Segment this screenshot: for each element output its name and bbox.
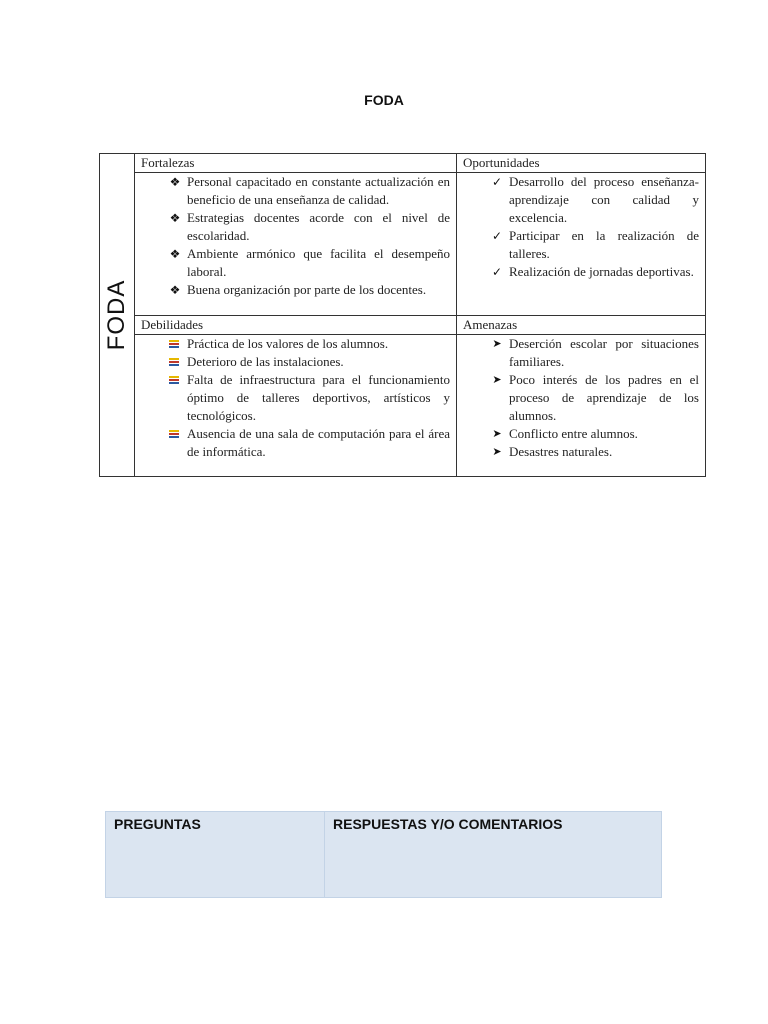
oportunidades-list [457,173,705,281]
preguntas-header: PREGUNTAS [106,812,325,898]
book-bullet-icon [169,430,179,438]
oportunidades-cell [457,173,706,316]
debilidades-cell [135,334,457,477]
list-item: ➤ Conflicto entre alumnos. [487,425,699,443]
arrow-bullet-icon: ➤ [492,337,502,350]
amenazas-list [457,335,705,461]
foda-side-label: FODA [103,279,130,351]
respuestas-header: RESPUESTAS Y/O COMENTARIOS [325,812,662,898]
debilidades-header: Debilidades [135,315,457,334]
list-item: Ausencia de una sala de computación para el área de informática. [165,425,450,461]
checkmark-icon: ✓ [491,229,503,243]
arrow-bullet-icon: ➤ [492,445,502,458]
diamond-bullet-icon: ❖ [169,247,181,261]
list-item: ➤ Desastres naturales. [487,443,699,461]
checkmark-icon: ✓ [491,175,503,189]
list-item: ✓ Participar en la realización de talleres. [487,227,699,263]
list-item: ❖ Buena organización por parte de los docentes. [165,281,450,299]
book-bullet-icon [169,376,179,384]
arrow-bullet-icon: ➤ [492,427,502,440]
debilidades-list [135,335,456,461]
list-item: ❖ Personal capacitado en constante actualización en beneficio de una enseñanza de calidad. [165,173,450,209]
questions-table [105,811,662,898]
list-item: ✓ Desarrollo del proceso enseñanza-aprendizaje con calidad y excelencia. [487,173,699,227]
list-item: ❖ Ambiente armónico que facilita el desempeño laboral. [165,245,450,281]
checkmark-icon: ✓ [491,265,503,279]
list-item: Falta de infraestructura para el funcionamiento óptimo de talleres deportivos, artísticos y tecnológicos. [165,371,450,425]
foda-table [99,153,706,477]
diamond-bullet-icon: ❖ [169,211,181,225]
fortalezas-list [135,173,456,299]
document-title: FODA [364,92,404,108]
oportunidades-header: Oportunidades [457,154,706,173]
list-item: ➤ Poco interés de los padres en el proceso de aprendizaje de los alumnos. [487,371,699,425]
list-item: ✓ Realización de jornadas deportivas. [487,263,699,281]
diamond-bullet-icon: ❖ [169,175,181,189]
arrow-bullet-icon: ➤ [492,373,502,386]
fortalezas-cell [135,173,457,316]
diamond-bullet-icon: ❖ [169,283,181,297]
amenazas-header: Amenazas [457,315,706,334]
list-item: Práctica de los valores de los alumnos. [165,335,450,353]
amenazas-cell [457,334,706,477]
list-item: Deterioro de las instalaciones. [165,353,450,371]
fortalezas-header: Fortalezas [135,154,457,173]
book-bullet-icon [169,358,179,366]
list-item: ➤ Deserción escolar por situaciones familiares. [487,335,699,371]
list-item: ❖ Estrategias docentes acorde con el nivel de escolaridad. [165,209,450,245]
book-bullet-icon [169,340,179,348]
foda-side-label-cell [100,154,135,477]
